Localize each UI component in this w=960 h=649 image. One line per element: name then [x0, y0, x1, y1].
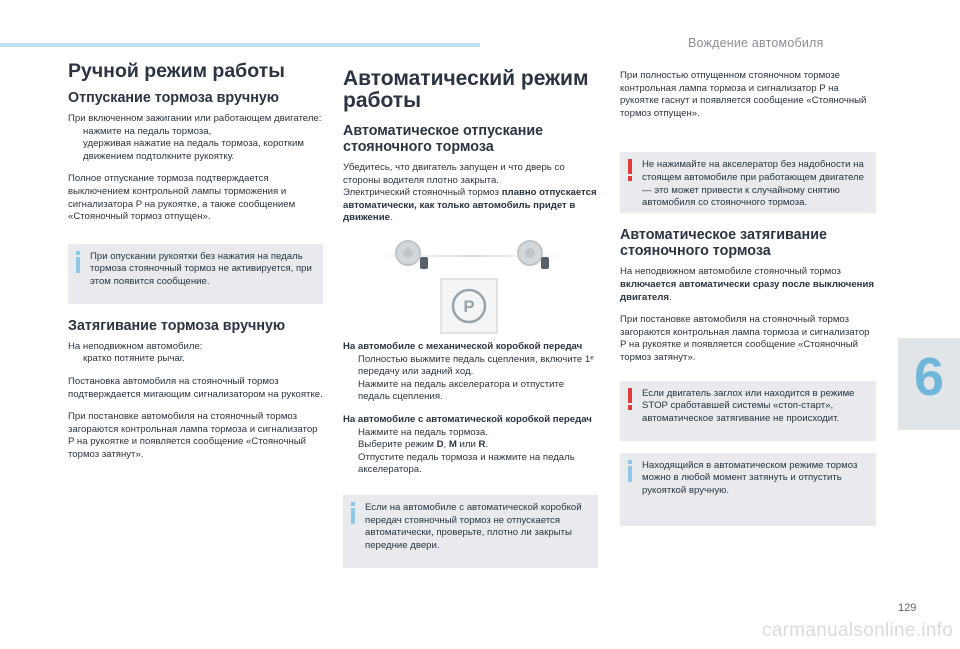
info-note [343, 495, 598, 568]
subtitle-apply-manual: Затягивание тормоза вручную [68, 317, 286, 334]
note-text: Если двигатель заглох или находится в режиме STOP сработавшей системы «стоп-старт», автоматическое затягивание не происходит. [642, 387, 855, 424]
list-item: Нажмите на педаль тормоза. [358, 426, 488, 438]
watermark: carmanualsonline.info [762, 620, 954, 641]
paragraph: На неподвижном автомобиле: [68, 340, 203, 352]
paragraph: При постановке автомобиля на стояночный тормоз загораются контрольная лампа тормоза и сигнализатор P на рукоятке и появляется сообщение «Стояночный тормоз затянут». [620, 314, 870, 363]
sensor-icon [420, 257, 428, 269]
illustration-parking-brake [343, 235, 598, 335]
column-manual [68, 60, 323, 472]
manual-gearbox-title: На автомобиле с механической коробкой передач [343, 340, 583, 352]
list-item: Отпустите педаль тормоза и нажмите на педаль акселератора. [358, 451, 575, 476]
paragraph: Убедитесь, что двигатель запущен и что дверь со стороны водителя плотно закрыта. [343, 162, 565, 186]
info-icon [76, 251, 80, 273]
list-item: нажмите на педаль тормоза, [83, 125, 212, 137]
parking-p-icon: P [463, 296, 475, 316]
paragraph: При полностью отпущенном стояночном тормозе контрольная лампа тормоза и сигнализатор P на рукоятке гаснут и появляется сообщение «Стояночный тормоз отпущен». [620, 70, 867, 119]
paragraph: Постановка автомобиля на стояночный тормоз подтверждается мигающим сигнализатором на рукоятке. [68, 375, 323, 400]
list-item: Нажмите на педаль акселератора и отпустите педаль сцепления. [358, 378, 565, 403]
paragraph: При постановке автомобиля на стояночный тормоз загораются контрольная лампа тормоза и сигнализатор P на рукоятке и появляется сообщение «Стояночный тормоз затянут». [68, 411, 318, 460]
column-auto-cont [620, 70, 876, 538]
paragraph: Полное отпускание тормоза подтверждается выключением контрольной лампы торможения и сигнализатора P на рукоятке, а также сообщением «Стояночный тормоз отпущен». [68, 173, 296, 223]
paragraph: При включенном зажигании или работающем двигателе: [68, 113, 322, 124]
header-accent-bar [0, 43, 480, 47]
info-icon [628, 460, 632, 482]
chapter-number: 6 [913, 347, 945, 407]
list-item: удерживая нажатие на педаль тормоза, коротким движением подтолкните рукоятку. [83, 138, 304, 162]
list-item: Выберите режим D, M или R. [358, 439, 489, 451]
note-text: Находящийся в автоматическом режиме тормоз можно в любой момент затянуть и отпустить рукояткой вручную. [642, 459, 858, 496]
sensor-icon [541, 257, 549, 269]
warning-note [620, 152, 876, 213]
note-text: Не нажимайте на акселератор без надобности на стоящем автомобиле при работающем двигателе — это может привести к случайному снятию автомобиля со стояночного тормоза. [642, 159, 864, 209]
note-text: При опускании рукоятки без нажатия на педаль тормоза стояночный тормоз не активируется, при этом появится сообщение. [90, 250, 312, 287]
list-item: Полностью выжмите педаль сцепления, включите 1ᵉ передачу или задний ход. [358, 353, 594, 378]
info-note [68, 244, 323, 304]
info-icon [351, 502, 355, 524]
list-item: кратко потяните рычаг. [83, 353, 185, 365]
parking-brake-diagram [343, 235, 598, 335]
paragraph: На неподвижном автомобиле стояночный тормоз включается автоматически сразу после выключения двигателя. [620, 266, 874, 303]
section-title-manual: Ручной режим работы [68, 60, 285, 82]
steering-wheel-icon [518, 241, 542, 265]
subtitle-auto-release: Автоматическое отпускание стояночного тормоза [343, 123, 544, 155]
warning-note [620, 381, 876, 441]
auto-gearbox-title: На автомобиле с автоматической коробкой передач [343, 413, 592, 425]
paragraph: Электрический стояночный тормоз плавно отпускается автоматически, как только автомобиль придет в движение. [343, 187, 597, 224]
chapter-tab [898, 338, 960, 430]
column-auto [343, 68, 598, 580]
subtitle-release-manual: Отпускание тормоза вручную [68, 90, 280, 106]
section-title-auto: Автоматический режим работы [343, 67, 589, 112]
header-title: Вождение автомобиля [688, 36, 824, 50]
steering-wheel-icon [396, 241, 420, 265]
warning-icon [628, 159, 632, 181]
subtitle-auto-apply: Автоматическое затягивание стояночного тормоза [620, 227, 827, 260]
info-note [620, 453, 876, 526]
warning-icon [628, 388, 632, 410]
note-text: Если на автомобиле с автоматической коробкой передач стояночный тормоз не отпускается автоматически, проверьте, плотно ли закрыты передние двери. [365, 501, 582, 551]
page-number: 129 [898, 602, 917, 614]
